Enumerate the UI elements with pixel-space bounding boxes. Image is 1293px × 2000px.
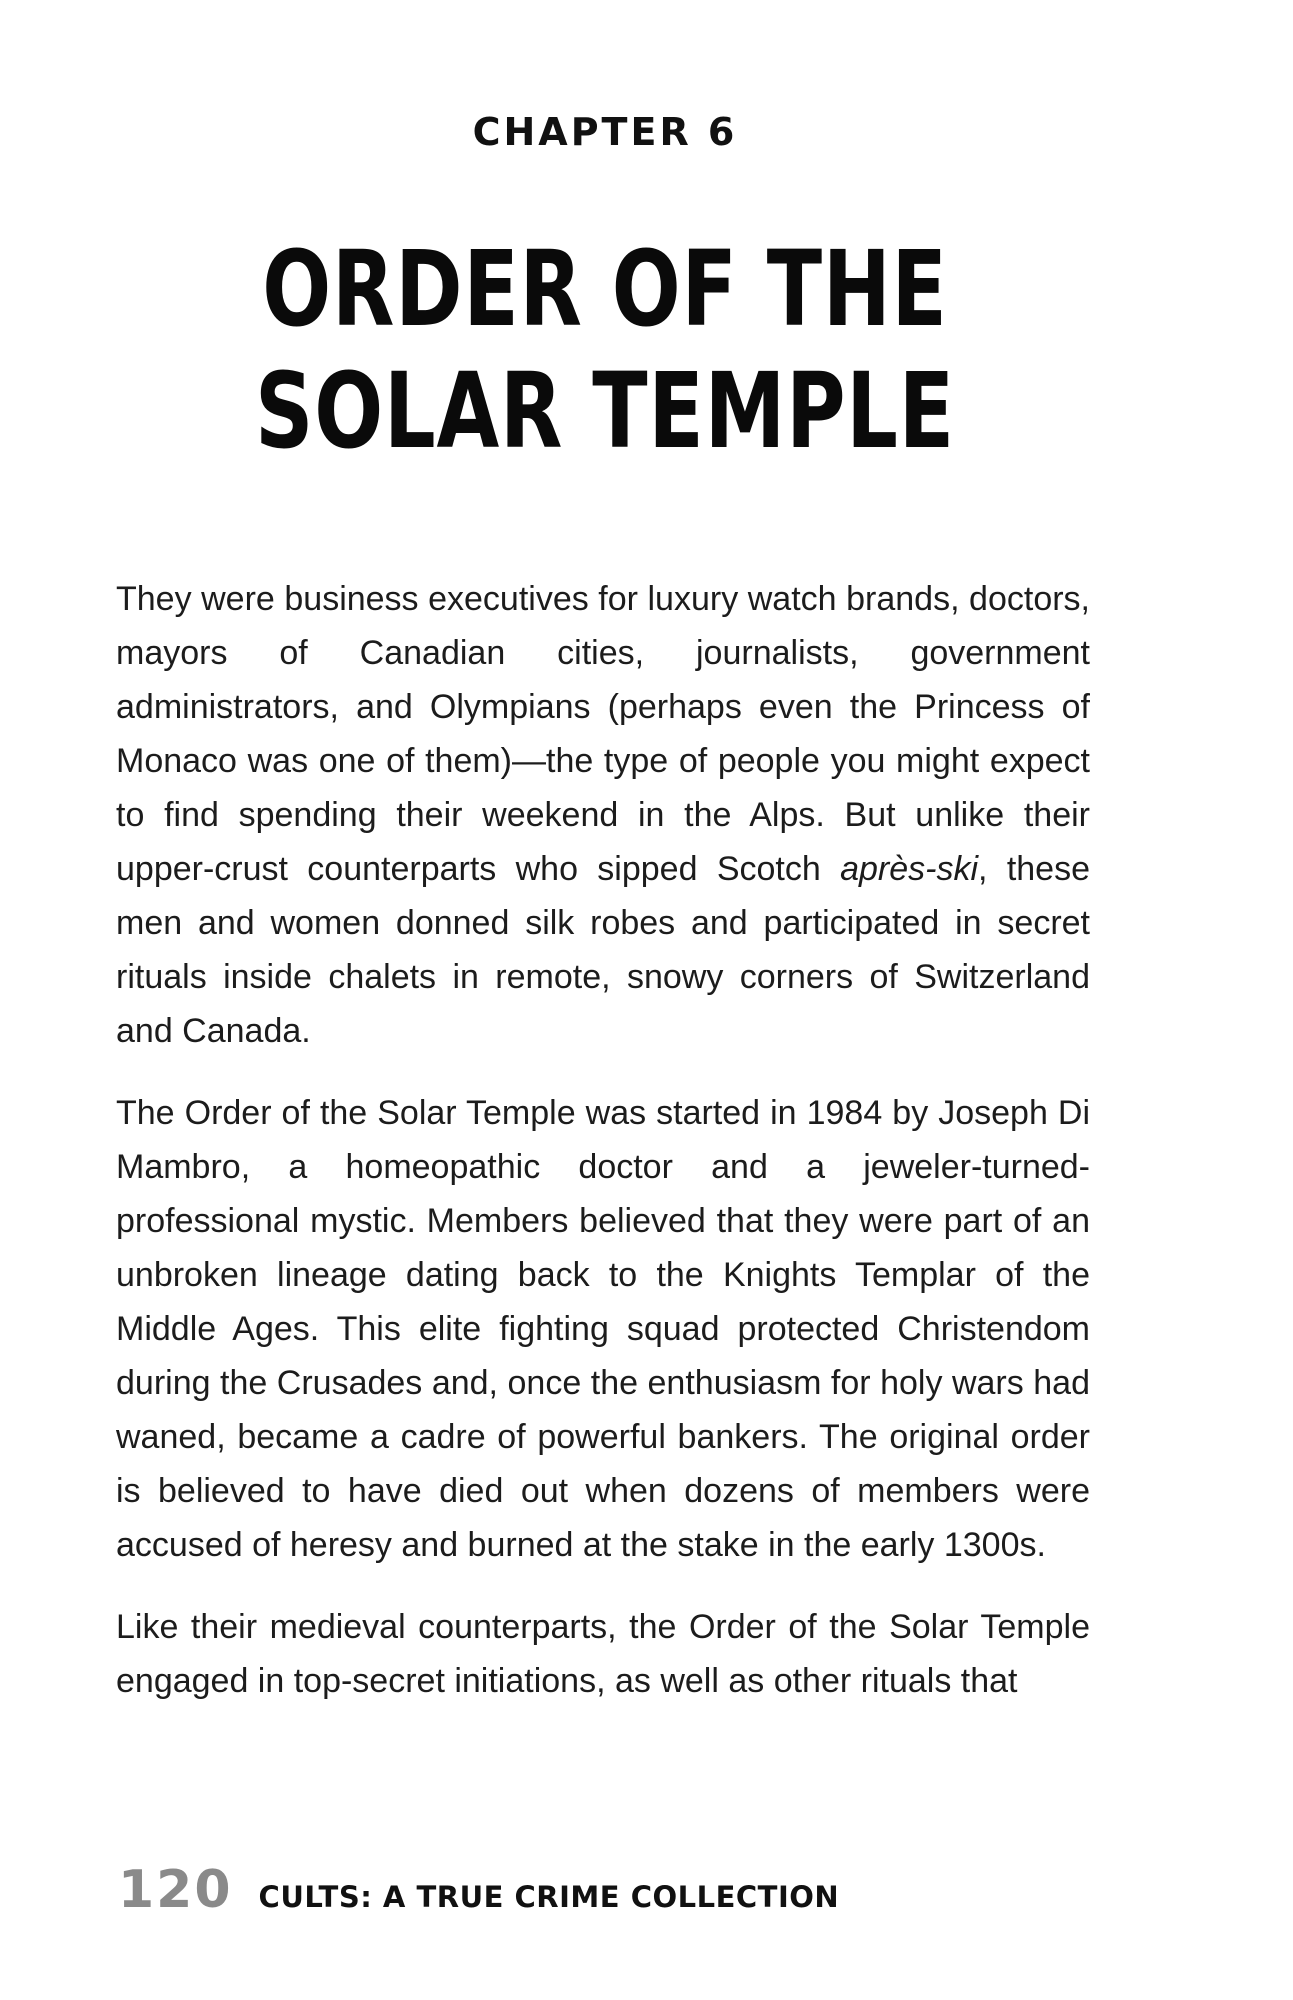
paragraph-3: Like their medieval counterparts, the Order of the Solar Temple engaged in top-secret initiations, as well as other rituals that	[116, 1608, 1090, 1700]
chapter-title: ORDER OF THE SOLAR TEMPLE	[255, 228, 955, 472]
body-text	[116, 572, 1090, 1736]
paragraph-1	[116, 572, 1090, 1058]
running-title: CULTS: A TRUE CRIME COLLECTION	[258, 1880, 840, 1914]
paragraph-1-emphasis: après-ski	[840, 850, 979, 888]
paragraph-1-part-a: They were business executives for luxury watch brands, doctors, mayors of Canadian cities, journalists, government administrators, and Olympians (perhaps even the Princess of Monaco was one of them)—the type of people you might expect to find spending their weekend in the Alps. But unlike their upper-crust counterparts who sipped Scotch	[116, 580, 1090, 888]
paragraph-1-part-b: , these men and women donned silk robes and participated in secret rituals inside chalets in remote, snowy corners of Switzerland and Canada.	[116, 850, 1090, 1050]
page-number: 120	[118, 1860, 233, 1920]
chapter-label: CHAPTER 6	[472, 110, 738, 154]
paragraph-2: The Order of the Solar Temple was started in 1984 by Joseph Di Mambro, a homeopathic doctor and a jeweler-turned-professional mystic. Members believed that they were part of an unbroken lineage dating back to the Knights Templar of the Middle Ages. This elite fighting squad protected Christendom during the Crusades and, once the enthusiasm for holy wars had waned, became a cadre of powerful bankers. The original order is believed to have died out when dozens of members were accused of heresy and burned at the stake in the early 1300s.	[116, 1094, 1090, 1564]
page-footer	[118, 1860, 839, 1920]
